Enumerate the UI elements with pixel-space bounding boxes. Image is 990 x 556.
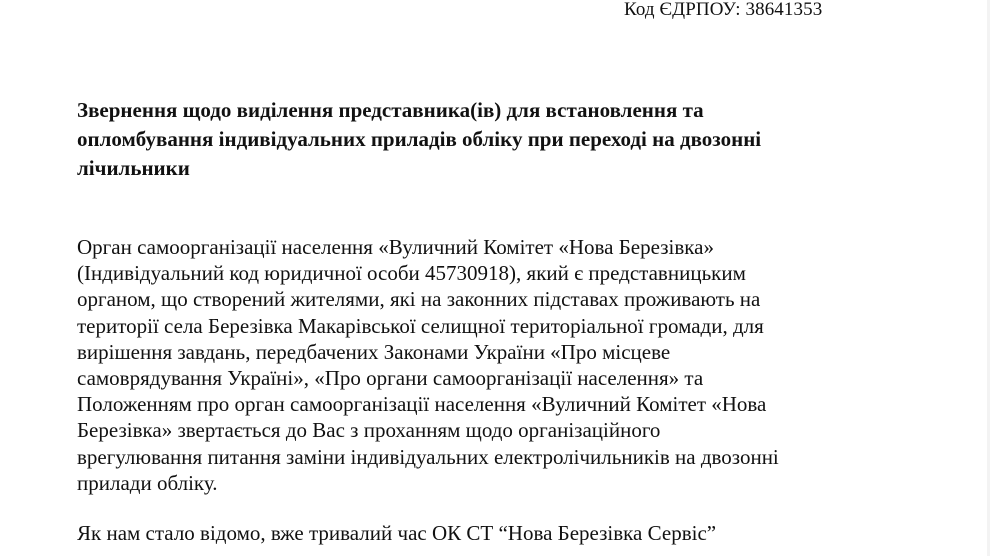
text-line: самоврядування Україні», «Про органи самоорганізації населення» та bbox=[77, 366, 704, 391]
text-line: Орган самоорганізації населення «Вуличний Комітет «Нова Березівка» bbox=[77, 235, 714, 259]
body-paragraph-1 bbox=[77, 234, 957, 496]
subject-line: Звернення щодо виділення представника(ів) для встановлення та bbox=[77, 98, 704, 122]
body-paragraph-2 bbox=[77, 520, 957, 546]
text-line: Березівка» звертається до Вас з проханням щодо організаційного bbox=[77, 418, 661, 443]
text-line: території села Березівка Макарівської селищної територіальної громади, для bbox=[77, 313, 764, 338]
text-line: врегулювання питання заміни індивідуальних електролічильників на двозонні bbox=[77, 444, 779, 469]
subject-line: лічильники bbox=[77, 156, 190, 180]
text-line: вирішення завдань, передбачених Законами України «Про місцеве bbox=[77, 339, 671, 364]
text-line: Положенням про орган самоорганізації населення «Вуличний Комітет «Нова bbox=[77, 392, 767, 417]
edrpou-code: Код ЄДРПОУ: 38641353 bbox=[624, 0, 823, 20]
text-line: органом, що створений жителями, які на законних підставах проживають на bbox=[77, 287, 761, 312]
text-line: прилади обліку. bbox=[77, 470, 218, 495]
letter-subject bbox=[77, 96, 937, 183]
text-line: Як нам стало відомо, вже тривалий час ОК СТ “Нова Березівка Сервіс” bbox=[77, 521, 717, 545]
text-line: (Індивідуальний код юридичної особи 45730918), який є представницьким bbox=[77, 261, 746, 286]
subject-line: опломбування індивідуальних приладів обліку при переході на двозонні bbox=[77, 127, 762, 151]
